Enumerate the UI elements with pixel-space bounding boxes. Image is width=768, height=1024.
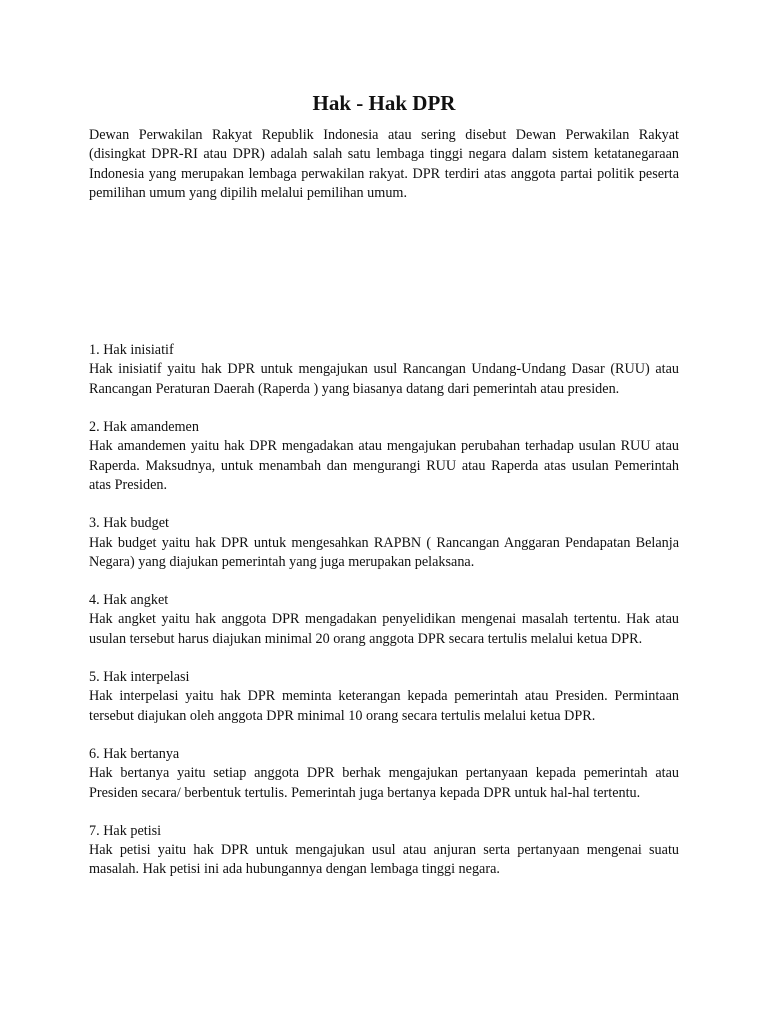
document-page (89, 90, 679, 899)
section-heading: 5. Hak interpelasi (89, 669, 190, 686)
section-body: Hak budget yaitu hak DPR untuk mengesahkan RAPBN ( Rancangan Anggaran Pendapatan Belanja Negara) yang diajukan pemerintah yang juga merupakan pelaksana. (89, 534, 679, 570)
section-body: Hak interpelasi yaitu hak DPR meminta keterangan kepada pemerintah atau Presiden. Permintaan tersebut diajukan oleh anggota DPR minimal 10 orang secara tertulis melalui ketua DPR. (89, 688, 679, 724)
section-hak-angket (89, 591, 679, 649)
section-hak-interpelasi (89, 668, 679, 726)
section-body: Hak inisiatif yaitu hak DPR untuk mengajukan usul Rancangan Undang-Undang Dasar (RUU) atau Rancangan Peraturan Daerah (Raperda ) yang biasanya datang dari pemerintah atau presiden. (89, 361, 679, 397)
section-body: Hak petisi yaitu hak DPR untuk mengajukan usul atau anjuran serta pertanyaan mengenai suatu masalah. Hak petisi ini ada hubungannya dengan lembaga tinggi negara. (89, 842, 679, 878)
section-heading: 6. Hak bertanya (89, 745, 180, 762)
section-hak-budget (89, 514, 679, 572)
document-title: Hak - Hak DPR (312, 91, 456, 115)
section-hak-bertanya (89, 745, 679, 803)
blank-space (89, 203, 679, 341)
section-heading: 3. Hak budget (89, 515, 169, 532)
intro-paragraph: Dewan Perwakilan Rakyat Republik Indonesia atau sering disebut Dewan Perwakilan Rakyat (disingkat DPR-RI atau DPR) adalah salah satu lembaga tinggi negara dalam sistem ketatanegaraan Indonesia yang merupakan lembaga perwakilan rakyat. DPR terdiri atas anggota partai politik peserta pemilihan umum yang dipilih melalui pemilihan umum. (89, 127, 679, 201)
section-heading: 4. Hak angket (89, 592, 169, 609)
section-hak-petisi (89, 822, 679, 880)
section-heading: 7. Hak petisi (89, 822, 162, 839)
section-hak-amandemen (89, 418, 679, 495)
section-body: Hak angket yaitu hak anggota DPR mengadakan penyelidikan mengenai masalah tertentu. Hak atau usulan tersebut harus diajukan minimal 20 orang anggota DPR secara tertulis melalui ketua DPR. (89, 611, 679, 647)
section-heading: 1. Hak inisiatif (89, 342, 174, 359)
section-heading: 2. Hak amandemen (89, 419, 199, 436)
section-body: Hak amandemen yaitu hak DPR mengadakan atau mengajukan perubahan terhadap usulan RUU atau Raperda. Maksudnya, untuk menambah dan mengurangi RUU atau Raperda atas usulan Pemerintah atas Presiden. (89, 438, 679, 493)
section-body: Hak bertanya yaitu setiap anggota DPR berhak mengajukan pertanyaan kepada pemerintah atau Presiden secara/ berbentuk tertulis. Pemerintah juga bertanya kepada DPR untuk hal-hal tertentu. (89, 765, 679, 801)
section-hak-inisiatif (89, 341, 679, 399)
